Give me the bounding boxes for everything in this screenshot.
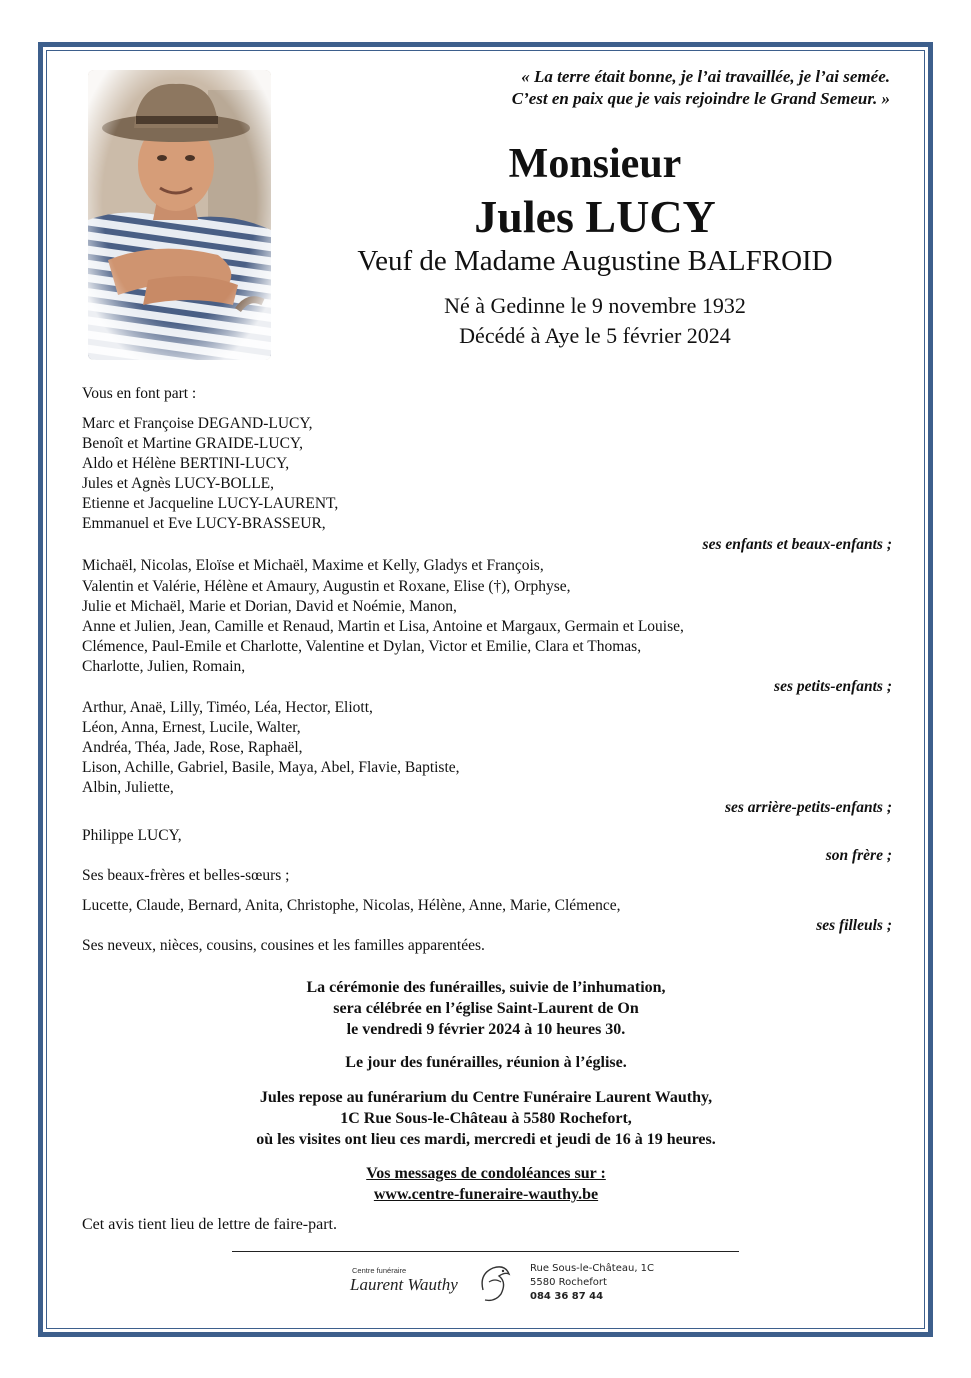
address-line-2: 5580 Rochefort bbox=[530, 1277, 607, 1288]
grandchildren-line: Julie et Michaël, Marie et Dorian, David et Noémie, Manon, bbox=[82, 598, 457, 615]
children-line: Marc et Françoise DEGAND-LUCY, bbox=[82, 415, 313, 432]
deceased-name: Jules LUCY bbox=[474, 191, 716, 242]
children-line: Emmanuel et Eve LUCY-BRASSEUR, bbox=[82, 515, 326, 532]
funerarium-line-3: où les visites ont lieu ces mardi, mercredi et jeudi de 16 à 19 heures. bbox=[256, 1131, 716, 1148]
logo-small-text: Centre funéraire bbox=[352, 1266, 407, 1275]
death-line: Décédé à Aye le 5 février 2024 bbox=[459, 323, 731, 348]
brother-relation: son frère ; bbox=[825, 847, 892, 864]
funeral-home-address bbox=[530, 1262, 654, 1304]
great-grandchildren-line: Léon, Anna, Ernest, Lucile, Walter, bbox=[82, 719, 301, 736]
funeral-home-logo-block bbox=[340, 1258, 660, 1306]
great-grandchildren-line: Andréa, Théa, Jade, Rose, Raphaël, bbox=[82, 739, 303, 756]
children-line: Benoît et Martine GRAIDE-LUCY, bbox=[82, 435, 303, 452]
children-line: Aldo et Hélène BERTINI-LUCY, bbox=[82, 455, 290, 472]
great-grandchildren-line: Arthur, Anaë, Lilly, Timéo, Léa, Hector, Eliott, bbox=[82, 699, 373, 716]
epigraph-quote-line-1: « La terre était bonne, je l’ai travaillée, je l’ai semée. bbox=[521, 67, 890, 86]
epigraph-quote-line-2: C’est en paix que je vais rejoindre le Grand Semeur. » bbox=[511, 89, 890, 108]
grandchildren-line: Michaël, Nicolas, Eloïse et Michaël, Maxime et Kelly, Gladys et François, bbox=[82, 557, 544, 574]
grandchildren-line: Anne et Julien, Jean, Camille et Renaud, Martin et Lisa, Antoine et Margaux, Germain et Louise, bbox=[82, 618, 684, 635]
children-relation: ses enfants et beaux-enfants ; bbox=[702, 536, 892, 553]
great-grandchildren-line: Albin, Juliette, bbox=[82, 779, 174, 796]
phone-number: 084 36 87 44 bbox=[530, 1291, 604, 1302]
address-line-1: Rue Sous-le-Château, 1C bbox=[530, 1263, 655, 1274]
portrait-illustration bbox=[88, 70, 271, 360]
godchildren-line: Lucette, Claude, Bernard, Anita, Christophe, Nicolas, Hélène, Anne, Marie, Clémence, bbox=[82, 897, 621, 914]
honorific-title: Monsieur bbox=[508, 141, 682, 187]
footer-divider bbox=[232, 1251, 739, 1252]
in-laws-line: Ses beaux-frères et belles-sœurs ; bbox=[82, 867, 290, 884]
portrait-photo bbox=[88, 70, 271, 360]
grandchildren-relation: ses petits-enfants ; bbox=[774, 678, 892, 695]
great-grandchildren-relation: ses arrière-petits-enfants ; bbox=[724, 799, 892, 816]
closing-note: Cet avis tient lieu de lettre de faire-part. bbox=[82, 1216, 337, 1233]
ceremony-line-2: sera célébrée en l’église Saint-Laurent de On bbox=[333, 1000, 639, 1017]
logo-script-name: Laurent Wauthy bbox=[350, 1275, 458, 1294]
godchildren-relation: ses filleuls ; bbox=[816, 917, 892, 934]
meeting-line: Le jour des funérailles, réunion à l’église. bbox=[345, 1054, 627, 1071]
dove-logo-icon bbox=[475, 1260, 515, 1304]
brother-line: Philippe LUCY, bbox=[82, 827, 182, 844]
condolences-website-link[interactable]: www.centre-funeraire-wauthy.be bbox=[373, 1186, 599, 1203]
ceremony-line-3: le vendredi 9 février 2024 à 10 heures 30. bbox=[346, 1021, 626, 1038]
grandchildren-line: Clémence, Paul-Emile et Charlotte, Valentine et Dylan, Victor et Emilie, Clara et Thomas, bbox=[82, 638, 642, 655]
widower-line: Veuf de Madame Augustine BALFROID bbox=[357, 245, 833, 277]
condolences-label: Vos messages de condoléances sur : bbox=[366, 1165, 606, 1182]
funerarium-line-2: 1C Rue Sous-le-Château à 5580 Rochefort, bbox=[340, 1110, 632, 1127]
grandchildren-line: Charlotte, Julien, Romain, bbox=[82, 658, 246, 675]
grandchildren-line: Valentin et Valérie, Hélène et Amaury, Augustin et Roxane, Elise (†), Orphyse, bbox=[82, 578, 571, 595]
funerarium-line-1: Jules repose au funérarium du Centre Funéraire Laurent Wauthy, bbox=[259, 1089, 713, 1106]
birth-line: Né à Gedinne le 9 novembre 1932 bbox=[444, 293, 746, 318]
nephews-line: Ses neveux, nièces, cousins, cousines et les familles apparentées. bbox=[82, 937, 485, 954]
ceremony-line-1: La cérémonie des funérailles, suivie de l’inhumation, bbox=[306, 979, 666, 996]
intro-text: Vous en font part : bbox=[82, 385, 197, 402]
children-line: Jules et Agnès LUCY-BOLLE, bbox=[82, 475, 275, 492]
children-line: Etienne et Jacqueline LUCY-LAURENT, bbox=[82, 495, 339, 512]
great-grandchildren-line: Lison, Achille, Gabriel, Basile, Maya, Abel, Flavie, Baptiste, bbox=[82, 759, 460, 776]
